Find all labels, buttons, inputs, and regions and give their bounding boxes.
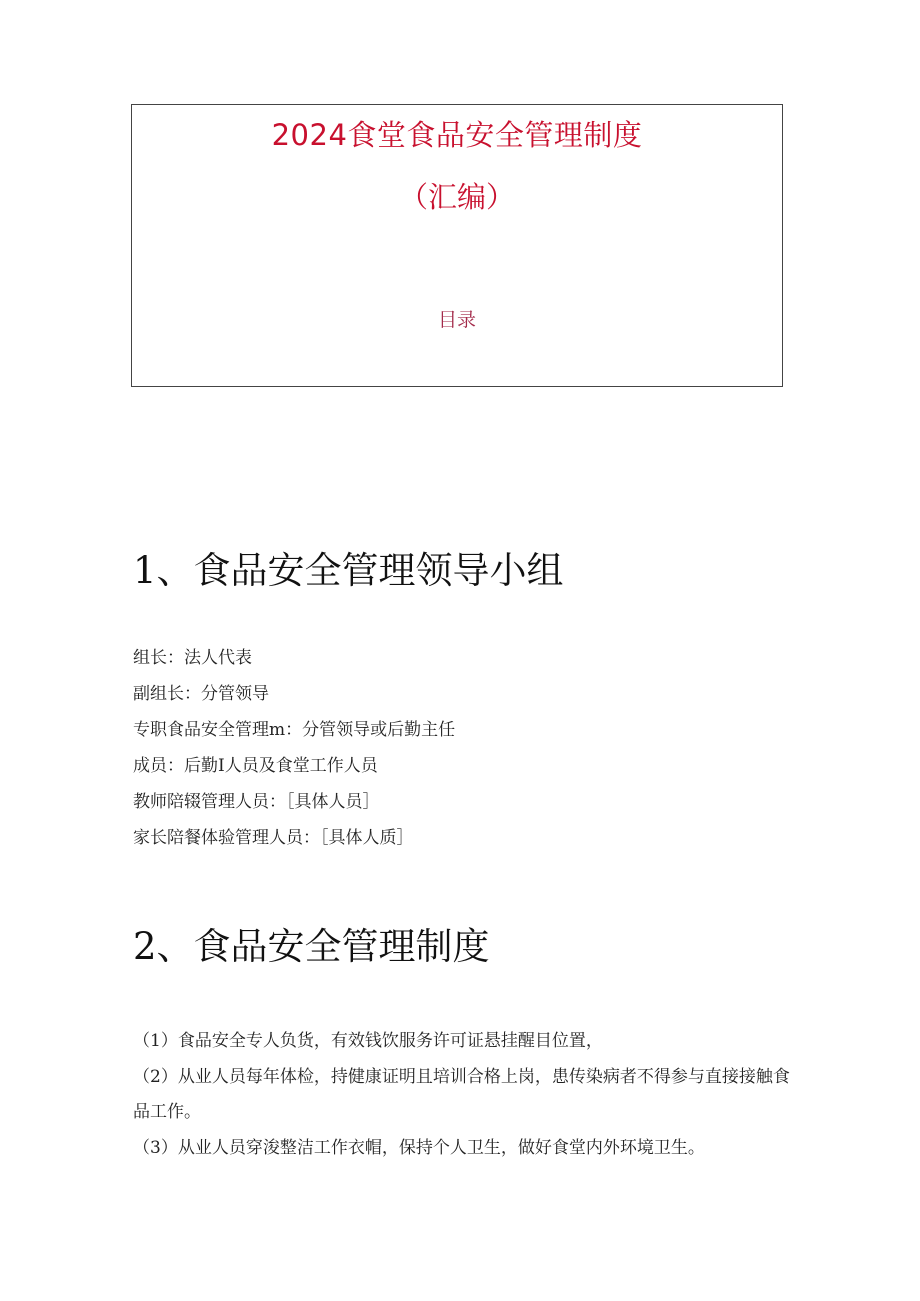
list-item: 专职食品安全管理m：分管领导或后勤主任 xyxy=(133,720,456,740)
list-item: 副组长：分管领导 xyxy=(133,684,269,704)
section-heading-safety-rules: 2、食品安全管理制度 xyxy=(133,925,490,968)
leadership-member-list xyxy=(133,646,455,862)
section-heading-leadership-group: 1、食品安全管理领导小组 xyxy=(133,549,564,592)
rule-item: （3）从业人员穿浚整洁工作衣帽，保持个人卫生，做好食堂内外环境卫生。 xyxy=(133,1137,705,1158)
list-item: 组长：法人代表 xyxy=(133,648,252,668)
list-item: 成员：后勤I人员及食堂工作人员 xyxy=(133,756,378,776)
title-box xyxy=(131,104,783,387)
rule-item: （1）食品安全专人负货，有效钱饮服务许可证悬挂醒目位置， xyxy=(133,1031,603,1051)
safety-rules-list xyxy=(133,1024,793,1166)
list-item: 家长陪餐体验管理人员：［具体人质］ xyxy=(133,828,414,848)
table-of-contents-link[interactable]: 目录 xyxy=(437,309,476,331)
rule-item: （2）从业人员每年体检，持健康证明且培训合格上岗，患传染病者不得参与直接接触食品工作。 xyxy=(133,1066,790,1122)
document-title: 2024食堂食品安全管理制度 xyxy=(271,118,643,152)
document-subtitle: （汇编） xyxy=(398,180,515,214)
list-item: 教师陪辍管理人员：［具体人员］ xyxy=(133,792,380,812)
